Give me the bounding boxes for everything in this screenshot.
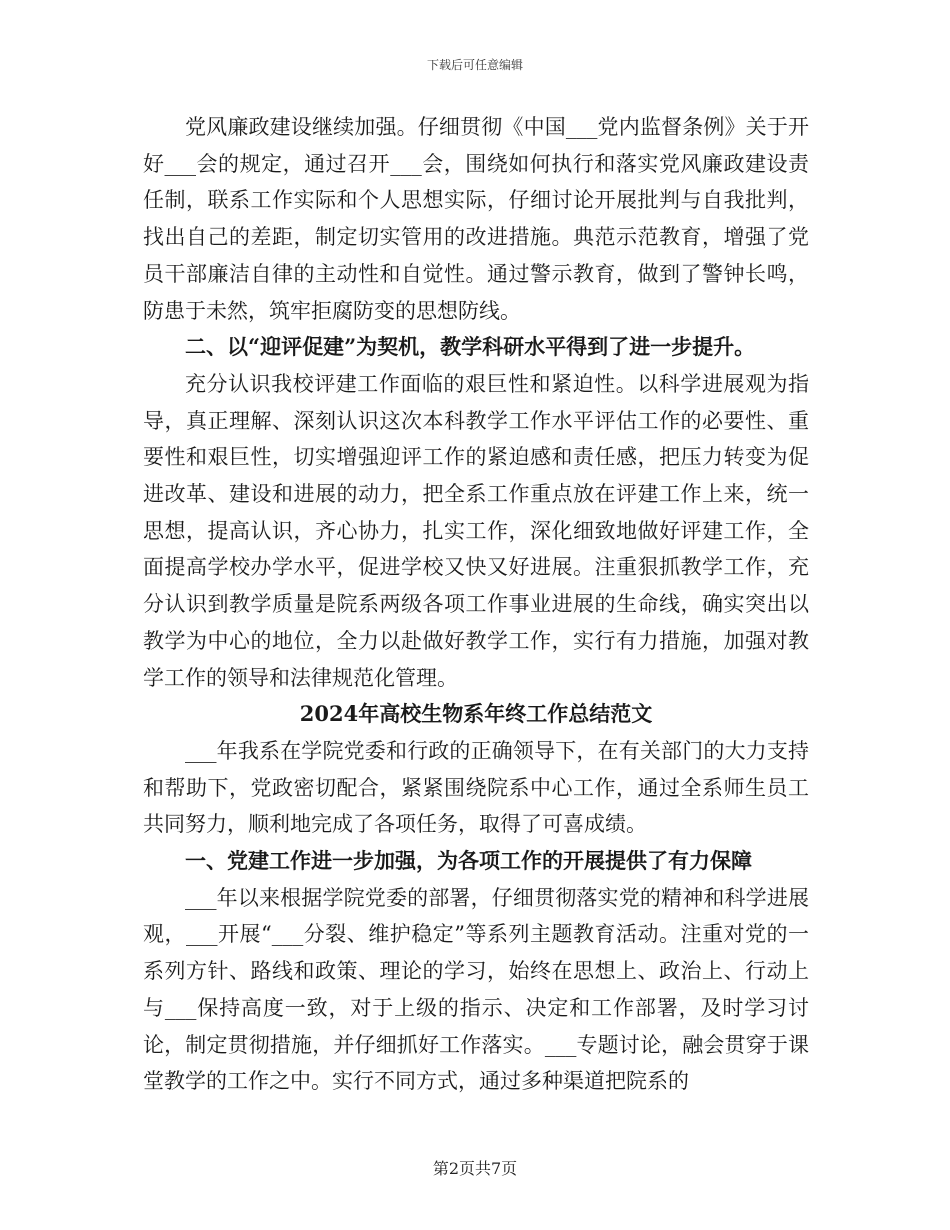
paragraph-evaluation: 充分认识我校评建工作面临的艰巨性和紧迫性。以科学进展观为指导，真正理解、深刻认识这次本科教学工作水平评估工作的必要性、重要性和艰巨性，切实增强迎评工作的紧迫感和责任感，把压力转变为促进改革、建设和进展的动力，把全系工作重点放在评建工作上来，统一思想，提高认识，齐心协力，扎实工作，深化细致地做好评建工作，全面提高学校办学水平，促进学校又快又好进展。注重狠抓教学工作，充分认识到教学质量是院系两级各项工作事业进展的生命线，确实突出以教学为中心的地位，全力以赴做好教学工作，实行有力措施，加强对教学工作的领导和法律规范化管理。 [143, 371, 809, 690]
document-body [143, 109, 809, 1100]
page-number: 第2页共7页 [432, 1159, 518, 1178]
page-header-note: 下载后可任意编辑 [426, 58, 523, 72]
paragraph-party-integrity: 党风廉政建设继续加强。仔细贯彻《中国___党内监督条例》关于开好___会的规定，通过召开___会，围绕如何执行和落实党风廉政建设责任制，联系工作实际和个人思想实际，仔细讨论开展批判与自我批判，找出自己的差距，制定切实管用的改进措施。典范示范教育，增强了党员干部廉洁自律的主动性和自觉性。通过警示教育，做到了警钟长鸣，防患于未然，筑牢拒腐防变的思想防线。 [143, 115, 809, 323]
paragraph-intro: ___年我系在学院党委和行政的正确领导下，在有关部门的大力支持和帮助下，党政密切配合，紧紧围绕院系中心工作，通过全系师生员工共同努力，顺利地完成了各项任务，取得了可喜成绩。 [143, 738, 809, 837]
document-title: 2024年高校生物系年终工作总结范文 [299, 701, 653, 727]
section-heading-evaluation: 二、以“迎评促建”为契机，教学科研水平得到了进一步提升。 [185, 334, 756, 360]
section-heading-party-building: 一、党建工作进一步加强，为各项工作的开展提供了有力保障 [185, 848, 752, 874]
paragraph-party-building: ___年以来根据学院党委的部署，仔细贯彻落实党的精神和科学进展观，___开展“___分裂、维护稳定”等系列主题教育活动。注重对党的一系列方针、路线和政策、理论的学习，始终在思想上、政治上、行动上与___保持高度一致，对于上级的指示、决定和工作部署，及时学习讨论，制定贯彻措施，并仔细抓好工作落实。___专题讨论，融会贯穿于课堂教学的工作之中。实行不同方式，通过多种渠道把院系的 [143, 885, 809, 1094]
